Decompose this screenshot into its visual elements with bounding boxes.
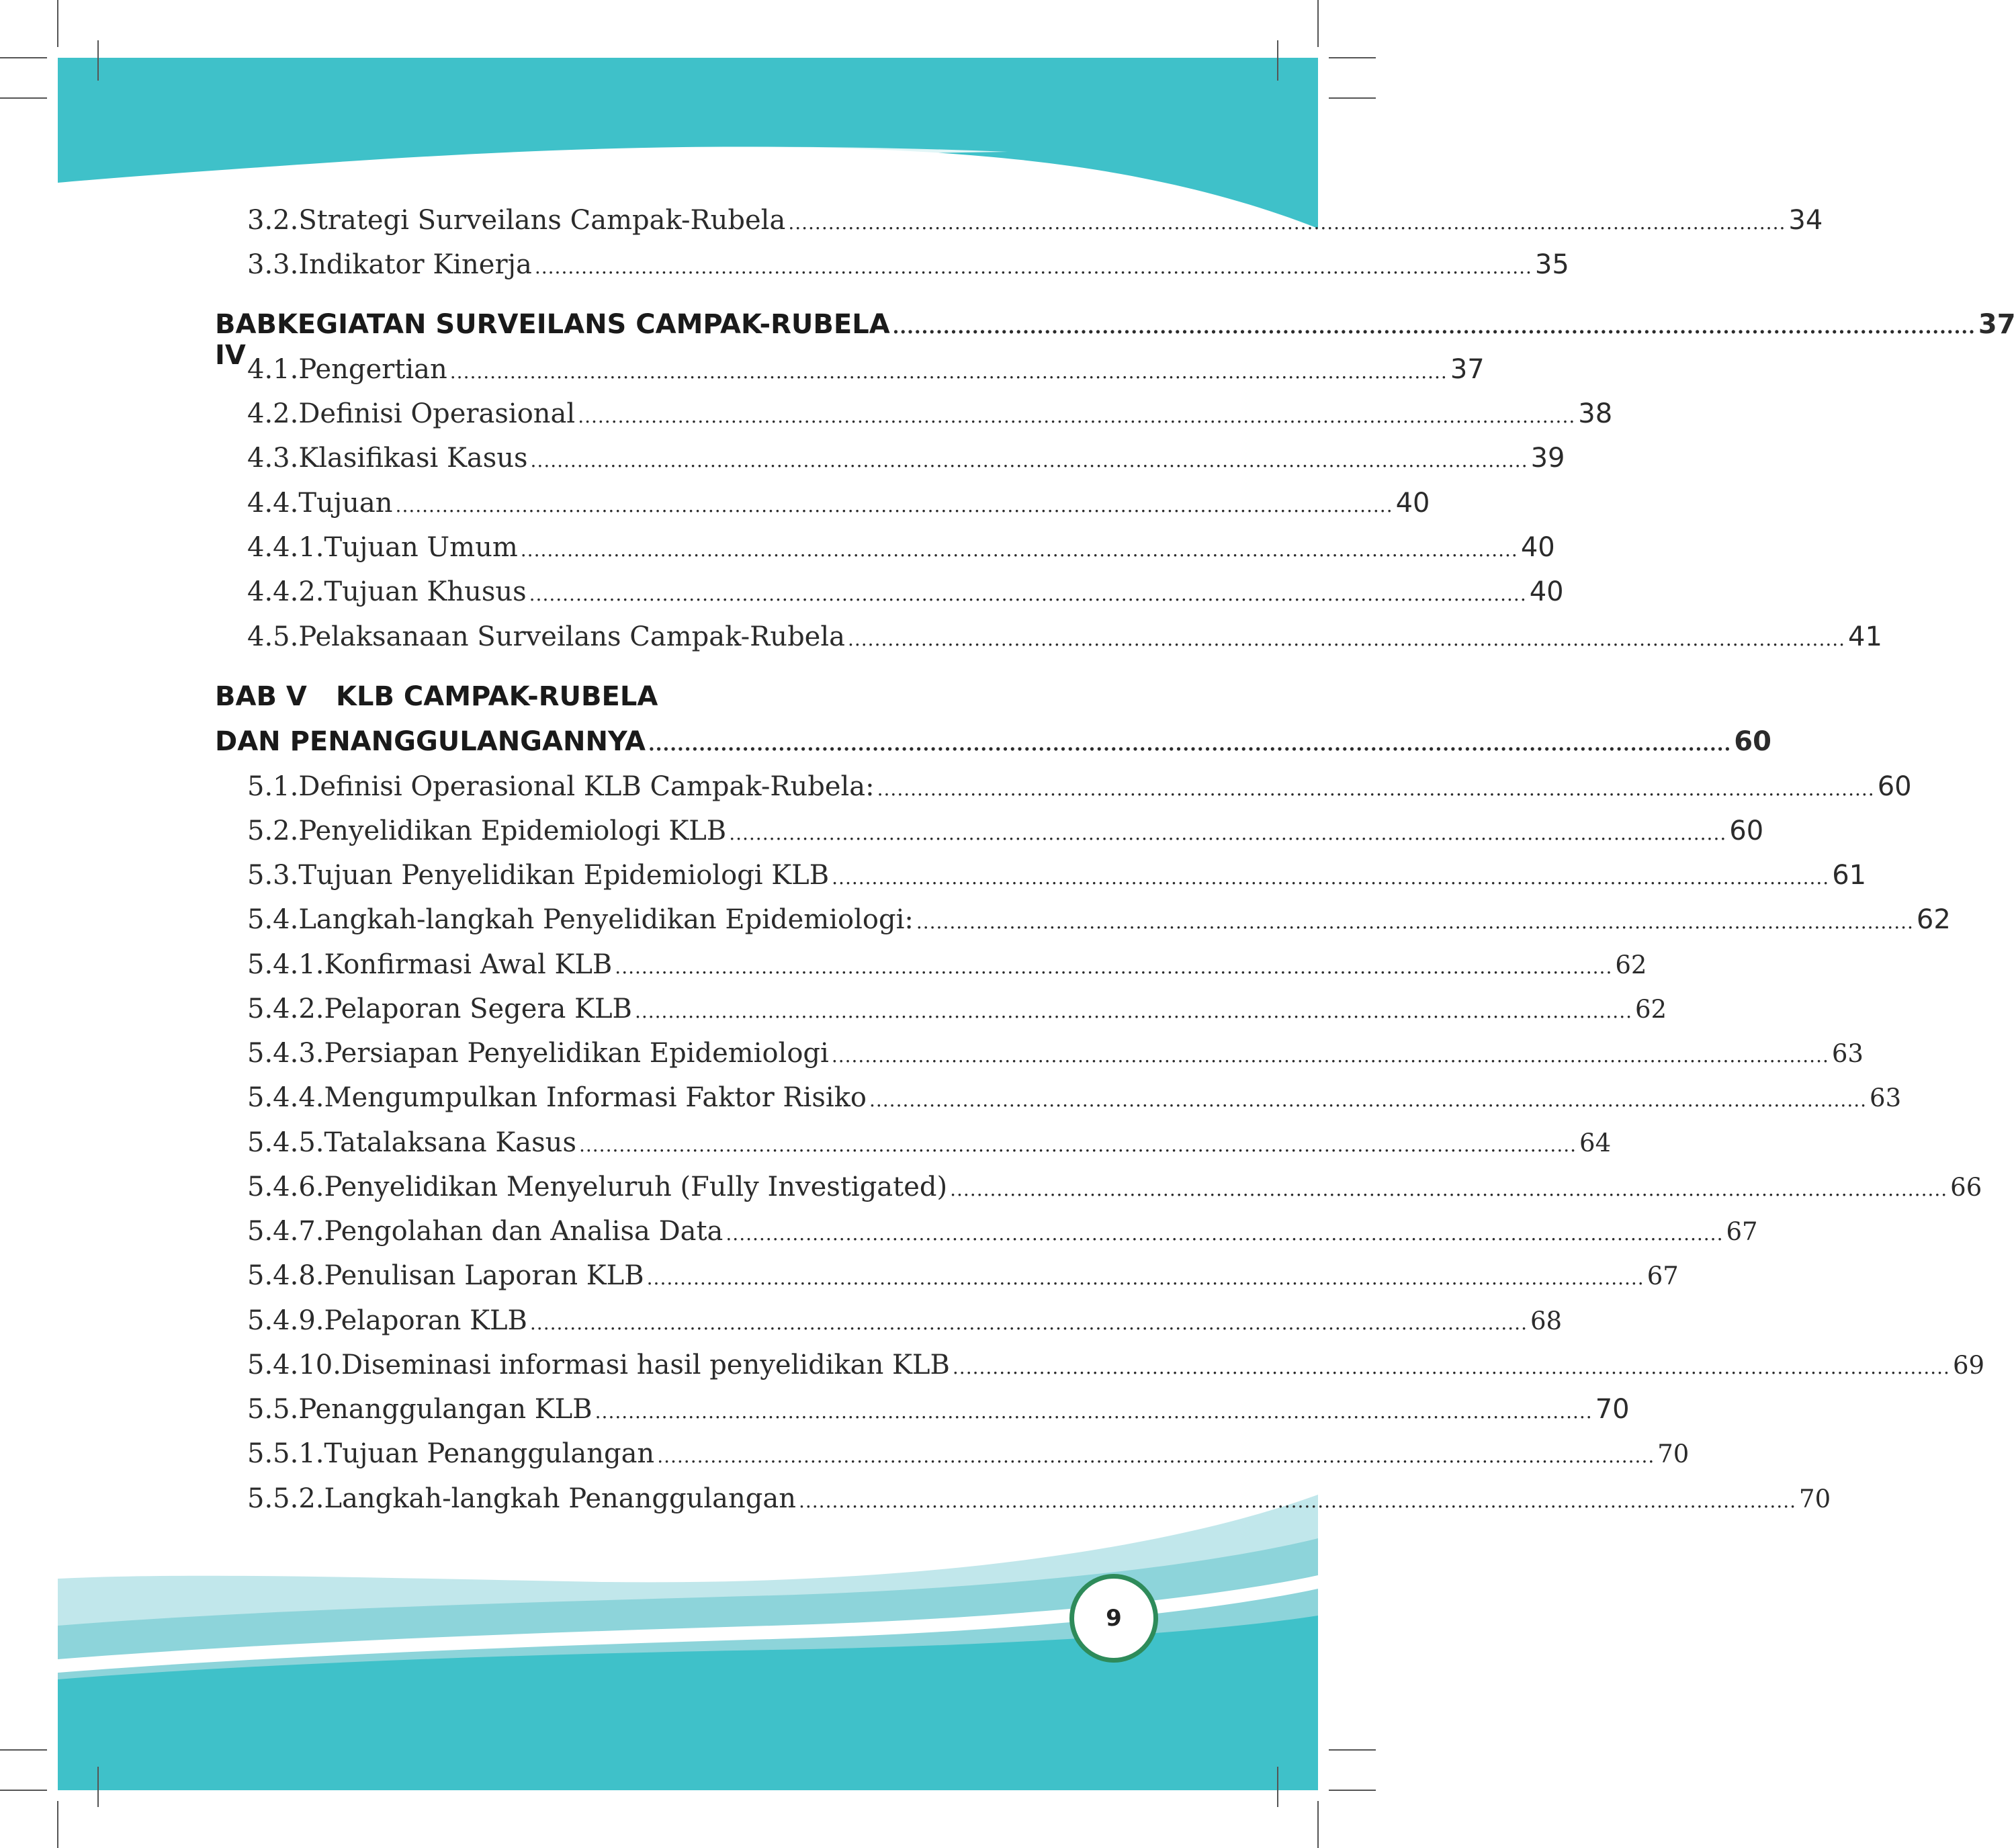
toc-entry[interactable] xyxy=(215,1438,1690,1483)
leader-dots: ...................................................................................................................................................... xyxy=(869,1089,1868,1111)
toc-entry-title: Klasifikasi Kasus xyxy=(298,443,528,474)
toc-entry-page: 60 xyxy=(1729,816,1764,846)
leader-dots: ...................................................................................................................................................... xyxy=(950,1178,1948,1200)
toc-entry-page: 40 xyxy=(1529,576,1564,607)
toc-entry[interactable] xyxy=(215,1305,1563,1350)
leader-dots: ...................................................................................................................................................... xyxy=(798,1490,1797,1512)
toc-entry[interactable] xyxy=(215,1172,1982,1216)
toc-entry-title: Pengolahan dan Analisa Data xyxy=(324,1216,724,1247)
toc-entry-page: 70 xyxy=(1799,1485,1831,1513)
toc-entry-page: 35 xyxy=(1534,249,1569,280)
toc-entry[interactable] xyxy=(215,1038,1864,1082)
toc-entry-number: 4.4.1. xyxy=(247,532,324,563)
toc-entry-title: Penyelidikan Menyeluruh (Fully Investigated) xyxy=(324,1172,948,1202)
leader-dots: ...................................................................................................................................................... xyxy=(395,494,1393,517)
toc-entry-title: Tujuan Penyelidikan Epidemiologi KLB xyxy=(298,860,830,891)
toc-entry[interactable] xyxy=(215,1260,1679,1305)
leader-dots: ...................................................................................................................................................... xyxy=(578,1134,1577,1156)
toc-entry[interactable] xyxy=(215,249,1569,294)
toc-entry[interactable] xyxy=(215,860,1867,904)
toc-entry-number: 5.1. xyxy=(247,771,299,802)
toc-entry-title: Persiapan Penyelidikan Epidemiologi xyxy=(324,1038,829,1069)
toc-entry-page: 38 xyxy=(1578,398,1613,429)
toc-entry-page: 41 xyxy=(1848,621,1882,652)
toc-entry-title: Tatalaksana Kasus xyxy=(324,1127,576,1158)
toc-entry-number: 4.2. xyxy=(247,398,299,429)
toc-entry-number: 5.4.5. xyxy=(247,1127,324,1158)
toc-entry-title: Tujuan xyxy=(298,488,393,519)
toc-entry-number: 5.4.8. xyxy=(247,1260,324,1291)
toc-entry-number: 5.4.7. xyxy=(247,1216,324,1247)
toc-chapter-title-line2: DAN PENANGGULANGANNYA xyxy=(215,726,646,757)
toc-entry-number: 4.3. xyxy=(247,443,299,474)
toc-chapter-entry-continued[interactable] xyxy=(215,726,1771,771)
toc-entry-title: Definisi Operasional KLB Campak-Rubela: xyxy=(298,771,875,802)
toc-entry-page: 34 xyxy=(1788,205,1823,236)
toc-entry-page: 62 xyxy=(1615,951,1647,979)
toc-entry-number: 5.5.1. xyxy=(247,1438,324,1469)
toc-entry-number: 5.5. xyxy=(247,1394,299,1425)
page-number-badge: 9 xyxy=(1069,1574,1158,1663)
leader-dots: ...................................................................................................................................................... xyxy=(788,212,1786,234)
toc-entry-number: 5.5.2. xyxy=(247,1483,324,1514)
toc-entry-page: 40 xyxy=(1520,532,1555,563)
toc-chapter-title: KEGIATAN SURVEILANS CAMPAK-RUBELA xyxy=(276,309,890,340)
toc-entry[interactable] xyxy=(215,771,1912,816)
leader-dots: ...................................................................................................................................................... xyxy=(916,911,1914,933)
leader-dots: ...................................................................................................................................................... xyxy=(530,449,1528,472)
leader-dots: ...................................................................................................................................................... xyxy=(847,628,1846,650)
toc-entry[interactable] xyxy=(215,354,1485,398)
leader-dots: ...................................................................................................................................................... xyxy=(534,256,1532,278)
leader-dots: ...................................................................................................................................................... xyxy=(595,1401,1593,1423)
leader-dots: ...................................................................................................................................................... xyxy=(729,822,1727,844)
toc-entry-title: Pelaporan KLB xyxy=(324,1305,527,1336)
leader-dots: ...................................................................................................................................................... xyxy=(634,1000,1632,1022)
leader-dots: ...................................................................................................................................................... xyxy=(648,733,1732,755)
toc-entry-number: 5.2. xyxy=(247,816,299,846)
toc-chapter-number: BAB IV xyxy=(215,309,277,371)
toc-entry-page: 68 xyxy=(1530,1307,1563,1335)
leader-dots: ...................................................................................................................................................... xyxy=(892,316,1976,338)
leader-dots: ...................................................................................................................................................... xyxy=(646,1267,1645,1289)
toc-entry-number: 4.4. xyxy=(247,488,299,519)
toc-entry-number: 5.4. xyxy=(247,904,299,935)
toc-entry-page: 67 xyxy=(1647,1262,1679,1290)
toc-entry[interactable] xyxy=(215,904,1951,949)
toc-entry-number: 4.5. xyxy=(247,621,299,652)
toc-entry-page: 67 xyxy=(1726,1217,1758,1246)
top-wave-band xyxy=(58,58,1318,228)
toc-entry-number: 5.4.9. xyxy=(247,1305,324,1336)
toc-entry-number: 5.4.4. xyxy=(247,1082,324,1113)
toc-chapter-number: BAB V xyxy=(215,681,307,712)
leader-dots: ...................................................................................................................................................... xyxy=(615,956,1613,978)
toc-entry-title: Pelaksanaan Surveilans Campak-Rubela xyxy=(298,621,845,652)
toc-entry-page: 62 xyxy=(1916,904,1951,935)
toc-entry[interactable] xyxy=(215,1394,1630,1438)
toc-entry-title: Penanggulangan KLB xyxy=(298,1394,593,1425)
toc-entry-number: 5.4.6. xyxy=(247,1172,324,1202)
toc-entry-title: Tujuan Khusus xyxy=(324,576,527,607)
toc-entry-page: 62 xyxy=(1635,995,1667,1024)
toc-entry[interactable] xyxy=(215,1082,1902,1127)
toc-entry-title: Indikator Kinerja xyxy=(298,249,532,280)
toc-entry-title: Penyelidikan Epidemiologi KLB xyxy=(298,816,727,846)
toc-entry-title: Strategi Surveilans Campak-Rubela xyxy=(298,205,786,236)
toc-entry[interactable] xyxy=(215,1127,1612,1172)
toc-entry-title: Diseminasi informasi hasil penyelidikan KLB xyxy=(341,1350,950,1380)
toc-entry-page: 37 xyxy=(1450,354,1485,385)
toc-entry-page: 64 xyxy=(1579,1129,1612,1157)
toc-entry-page: 63 xyxy=(1831,1039,1864,1068)
leader-dots: ...................................................................................................................................................... xyxy=(578,405,1576,427)
toc-entry-title: Konfirmasi Awal KLB xyxy=(324,949,613,980)
toc-entry-number: 5.3. xyxy=(247,860,299,891)
toc-entry[interactable] xyxy=(215,949,1647,994)
toc-entry[interactable] xyxy=(215,443,1565,487)
toc-entry-page: 37 xyxy=(1978,309,2016,340)
leader-dots: ...................................................................................................................................................... xyxy=(657,1445,1655,1467)
toc-entry-page: 60 xyxy=(1877,771,1912,802)
toc-entry-page: 40 xyxy=(1395,488,1430,519)
toc-entry[interactable] xyxy=(215,205,1823,249)
toc-entry[interactable] xyxy=(215,532,1555,576)
toc-entry-page: 70 xyxy=(1657,1440,1690,1468)
toc-entry-title: Langkah-langkah Penanggulangan xyxy=(324,1483,796,1514)
toc-entry[interactable] xyxy=(215,1483,1831,1528)
toc-entry-number: 3.3. xyxy=(247,249,299,280)
toc-entry[interactable] xyxy=(215,621,1882,666)
toc-entry[interactable] xyxy=(215,576,1564,621)
leader-dots: ...................................................................................................................................................... xyxy=(952,1356,1950,1378)
toc-entry-number: 3.2. xyxy=(247,205,299,236)
toc-entry-number: 4.1. xyxy=(247,354,299,385)
toc-entry-page: 69 xyxy=(1952,1351,1985,1380)
toc-entry-title: Pelaporan Segera KLB xyxy=(324,994,632,1024)
toc-entry-title: Tujuan Penanggulangan xyxy=(324,1438,655,1469)
toc-entry-number: 5.4.10. xyxy=(247,1350,341,1380)
toc-entry[interactable] xyxy=(215,488,1430,532)
toc-entry-page: 39 xyxy=(1530,443,1565,474)
leader-dots: ...................................................................................................................................................... xyxy=(832,867,1830,889)
toc-entry-title: Penulisan Laporan KLB xyxy=(324,1260,644,1291)
toc-entry-title: Pengertian xyxy=(298,354,447,385)
toc-entry-title: Tujuan Umum xyxy=(324,532,518,563)
toc-chapter-title: KLB CAMPAK-RUBELA xyxy=(336,681,658,712)
toc-entry-page: 61 xyxy=(1832,860,1867,891)
toc-entry[interactable] xyxy=(215,1216,1758,1260)
leader-dots: ...................................................................................................................................................... xyxy=(726,1223,1724,1245)
toc-entry-number: 5.4.1. xyxy=(247,949,324,980)
leader-dots: ...................................................................................................................................................... xyxy=(529,583,1527,605)
leader-dots: ...................................................................................................................................................... xyxy=(831,1045,1829,1067)
toc-chapter-entry[interactable] xyxy=(215,681,1142,725)
leader-dots: ...................................................................................................................................................... xyxy=(877,778,1875,800)
toc-entry-number: 4.4.2. xyxy=(247,576,324,607)
toc-entry-page: 70 xyxy=(1595,1394,1630,1425)
toc-entry[interactable] xyxy=(215,994,1667,1038)
toc-entry-number: 5.4.3. xyxy=(247,1038,324,1069)
toc-entry[interactable] xyxy=(215,398,1613,443)
toc-entry-number: 5.4.2. xyxy=(247,994,324,1024)
toc-entry[interactable] xyxy=(215,816,1764,860)
leader-dots: ...................................................................................................................................................... xyxy=(449,361,1448,383)
leader-dots: ...................................................................................................................................................... xyxy=(520,539,1518,561)
leader-dots: ...................................................................................................................................................... xyxy=(529,1312,1528,1334)
toc-entry[interactable] xyxy=(215,1350,1985,1394)
toc-entry-title: Definisi Operasional xyxy=(298,398,576,429)
toc-entry-title: Langkah-langkah Penyelidikan Epidemiologi: xyxy=(298,904,914,935)
toc-entry-page: 66 xyxy=(1950,1173,1982,1202)
toc-entry-title: Mengumpulkan Informasi Faktor Risiko xyxy=(324,1082,867,1113)
toc-entry-page: 63 xyxy=(1870,1084,1902,1112)
toc-entry-page: 60 xyxy=(1734,726,1771,757)
